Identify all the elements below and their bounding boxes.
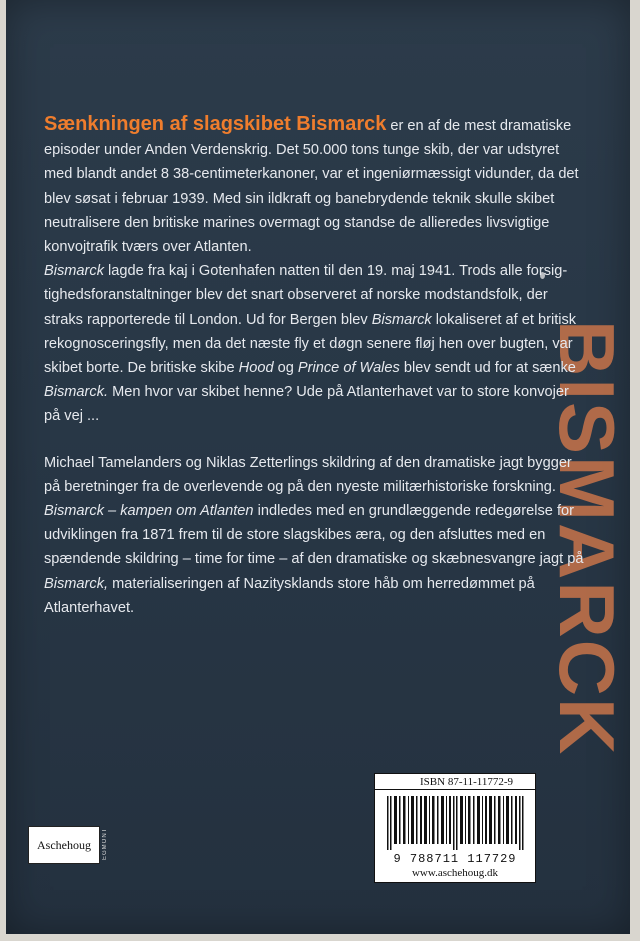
isbn-text: ISBN 87-11-11772-9 [375,774,535,790]
paragraph-1-text: er en af de mest dramatiske episoder under Anden Verdenskrig. Det 50.000 tons tunge skib, der var udstyret med blandt andet 8 38-centimeterkanoner, var et ingeniørmæssigt vidunder, da det blev søsat i februar 1939. Med sin ildkraft og banebrydende teknik skulle skibet neutralisere den britiske marines overmagt og standse de allieredes livsvigtige konvojtrafik tværs over Atlanten. [44,118,579,256]
barcode-icon [385,796,525,850]
blurb [44,112,584,620]
p2-text-5: Men hvor var skibet henne? Ude på Atlanterhavet var to store konvojer på vej ... [44,384,569,425]
spine-title: BISMARCK [543,320,631,757]
italic-bismarck: Bismarck [371,311,432,328]
barcode-digits: 9 788711 117729 [393,852,517,866]
italic-book-title: Bismarck – kampen om Atlanten [44,503,254,520]
p3-text-3: materialiseringen af Nazitysklands store håb om herredømmet på Atlanterhavet. [44,575,535,616]
p3-text-1: Michael Tamelanders og Niklas Zetterlings skildring af den dramatiske jagt bygger på beretninger fra de overlevende og på den nyeste militærhistoriske forskning. [44,454,572,495]
p2-text-2: lokaliseret af et britisk rekognosceringsfly, men da det næste fly et døgn senere fløj hen over bugten, var skibet borte. De britiske skibe [44,311,577,377]
italic-hood: Hood [238,360,274,377]
imprint-label: EGMONT [102,827,108,861]
p2-text-3: og [273,360,298,377]
headline: Sænkningen af slagskibet Bismarck [44,113,387,135]
publisher-logo: Aschehoug [28,826,100,864]
italic-bismarck: Bismarck. [44,384,109,401]
italic-prince-of-wales: Prince of Wales [297,360,400,377]
book-back-cover [6,0,630,934]
p2-text-1: lagde fra kaj i Gotenhafen natten til den 19. maj 1941. Trods alle forsigtighedsforanstaltninger blev det snart observeret af norske modstandsfolk, der straks rapporterede til London. Ud for Bergen blev [44,263,568,328]
p3-text-2: indledes med en grundlæggende redegørelse for udviklingen fra 1871 frem til de store slagskibes æra, og den afsluttes med en spændende skildring – time for time – af den dramatiske og skæbnesvangre jagt på [44,503,584,568]
italic-bismarck: Bismarck [44,263,104,280]
italic-bismarck: Bismarck, [44,575,109,592]
paragraph-1 [44,112,584,259]
p2-text-4: blev sendt ud for at sænke [399,360,576,377]
barcode-label [374,773,536,883]
publisher-website: www.aschehoug.dk [411,867,499,879]
paragraph-2 [44,259,584,428]
paragraph-3 [44,451,584,620]
